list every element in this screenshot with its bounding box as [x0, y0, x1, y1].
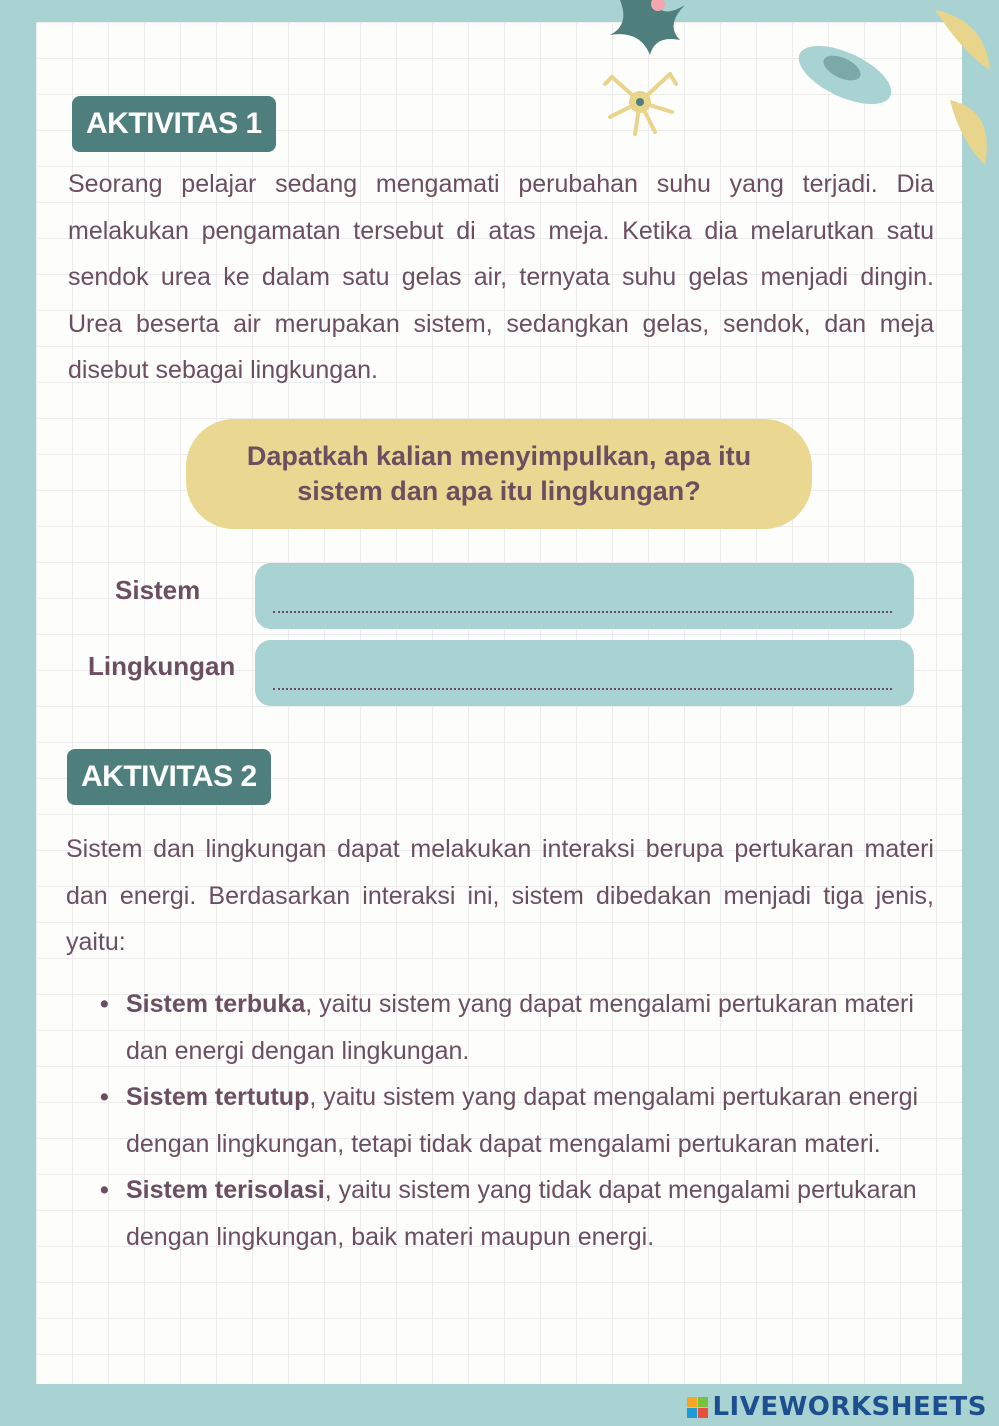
- bullet: •: [100, 1083, 109, 1111]
- sistem-label: Sistem: [115, 575, 201, 605]
- decoration-blob-teal-icon: [790, 40, 900, 110]
- sistem-answer-input[interactable]: [273, 573, 896, 611]
- term-label: Sistem terisolasi: [126, 1176, 325, 1204]
- lingkungan-answer-box: [255, 640, 914, 706]
- term-description: , yaitu sistem yang dapat mengalami pertukaran materi dan energi dengan lingkungan.: [126, 990, 914, 1065]
- lingkungan-answer-input[interactable]: [273, 650, 896, 688]
- list-item: [100, 981, 956, 1074]
- decoration-leaf-yellow-icon: [905, 0, 999, 170]
- list-item: [100, 1167, 956, 1260]
- lingkungan-label: Lingkungan: [88, 651, 236, 681]
- list-item: [100, 1074, 956, 1167]
- activity-2-badge: AKTIVITAS 2: [67, 749, 271, 805]
- activity-2-text: Sistem dan lingkungan dapat melakukan interaksi berupa pertukaran materi dan energi. Berdasarkan interaksi ini, sistem dibedakan menjadi tiga jenis, yaitu:: [66, 835, 934, 956]
- sistem-answer-box: [255, 563, 914, 629]
- sistem-dotted-line: [273, 611, 892, 613]
- question-bubble: [186, 419, 812, 529]
- term-label: Sistem tertutup: [126, 1083, 310, 1111]
- bullet: •: [100, 990, 109, 1018]
- liveworksheets-logo-icon: [687, 1397, 708, 1418]
- lingkungan-dotted-line: [273, 688, 892, 690]
- neuron-icon: [600, 62, 680, 142]
- term-label: Sistem terbuka: [126, 990, 306, 1018]
- bullet: •: [100, 1176, 109, 1204]
- term-description: , yaitu sistem yang dapat mengalami pertukaran energi dengan lingkungan, tetapi tidak dapat mengalami pertukaran materi.: [126, 1083, 919, 1158]
- activity-1-badge: AKTIVITAS 1: [72, 96, 276, 152]
- system-types-list: [100, 981, 956, 1260]
- question-text: Dapatkah kalian menyimpulkan, apa itu sistem dan apa itu lingkungan?: [246, 441, 752, 506]
- term-description: , yaitu sistem yang tidak dapat mengalami pertukaran dengan lingkungan, baik materi maupun energi.: [126, 1176, 917, 1251]
- activity-1-text: Seorang pelajar sedang mengamati perubahan suhu yang terjadi. Dia melakukan pengamatan tersebut di atas meja. Ketika dia melarutkan satu sendok urea ke dalam satu gelas air, ternyata suhu gelas menjadi dingin. Urea beserta air merupakan sistem, sedangkan gelas, sendok, dan meja disebut sebagai lingkungan.: [68, 170, 934, 384]
- liveworksheets-brand: LIVEWORKSHEETS: [712, 1392, 987, 1422]
- liveworksheets-footer[interactable]: [687, 1392, 987, 1422]
